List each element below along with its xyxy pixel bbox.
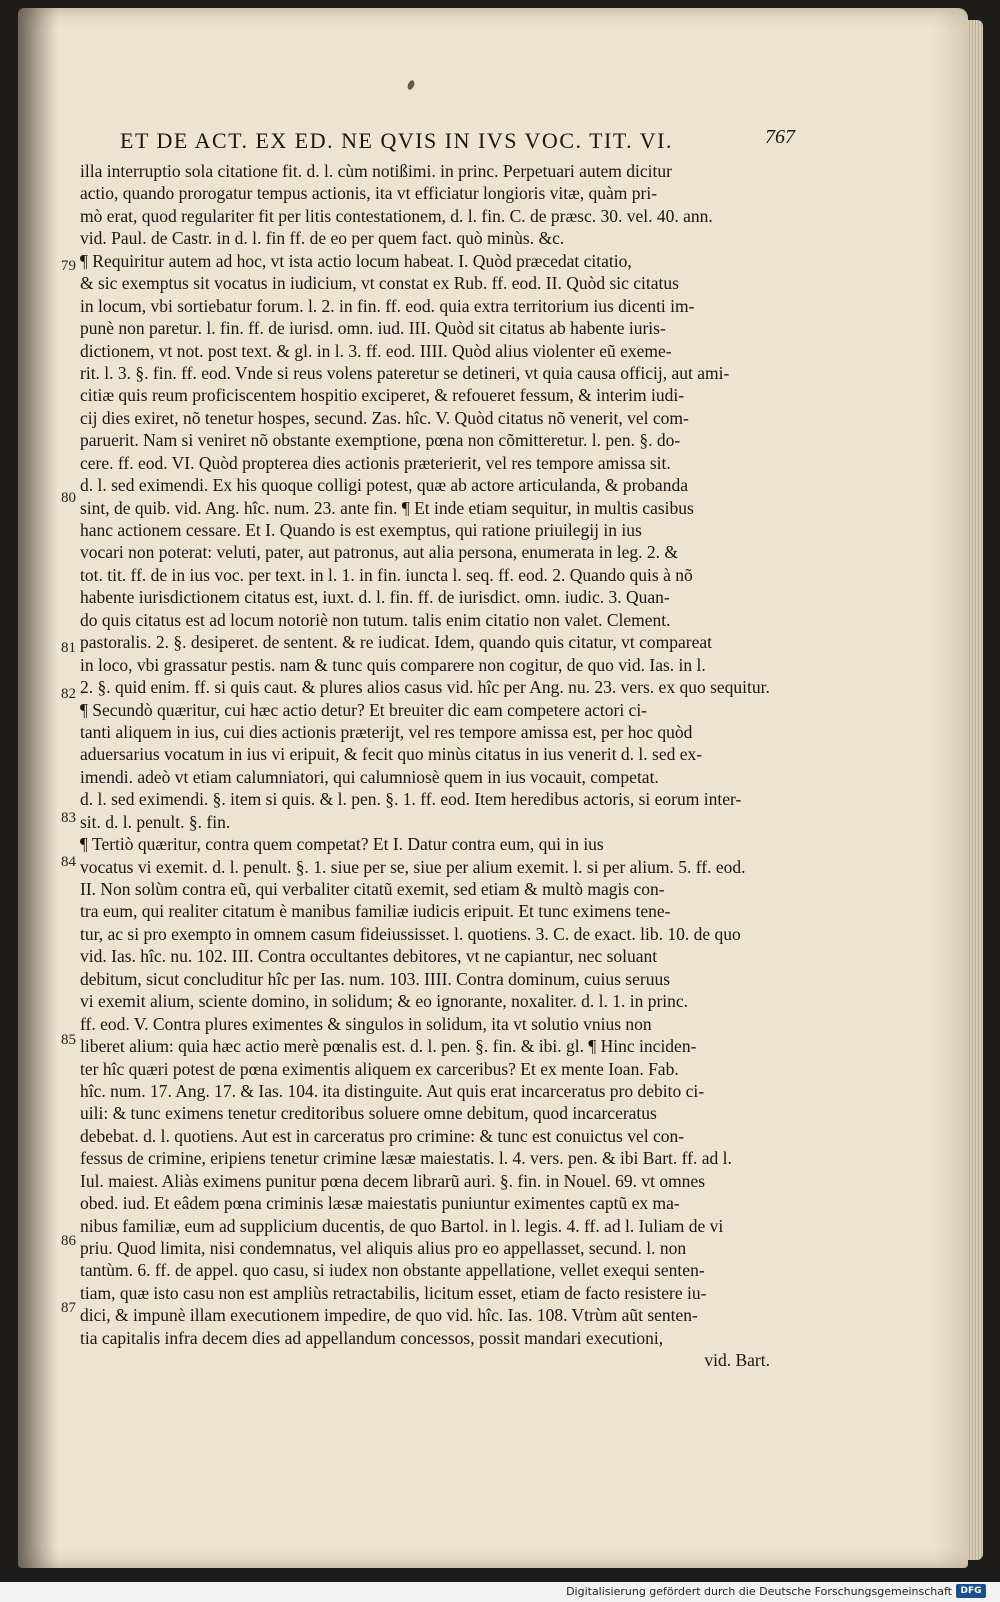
text-line: vocari non poterat: veluti, pater, aut patronus, aut alia persona, enumerata in leg. 2. & <box>80 542 678 563</box>
text-line: vid. Bart. <box>704 1350 770 1371</box>
margin-number: 80 <box>61 490 76 506</box>
text-line: tur, ac si pro exempto in omnem casum fideiussisset. l. quotiens. 3. C. de exact. lib. 10. de quo <box>80 923 741 944</box>
text-line: nibus familiæ, eum ad supplicium ducentis, de quo Bartol. in l. legis. 4. ff. ad l. Iuliam de vi <box>80 1215 724 1236</box>
text-line: rit. l. 3. §. fin. ff. eod. Vnde si reus volens pateretur se detineri, vt quia causa officij, aut ami- <box>80 362 730 383</box>
body-text <box>80 160 770 1372</box>
margin-number: 86 <box>61 1233 76 1249</box>
text-line: & sic exemptus sit vocatus in iudicium, vt constat ex Rub. ff. eod. II. Quòd sic citatus <box>80 273 679 294</box>
dfg-logo: DFG <box>956 1584 986 1598</box>
text-line: paruerit. Nam si veniret nõ obstante exemptione, pœna non cõmitteretur. l. pen. §. do- <box>80 430 681 451</box>
text-line: fessus de crimine, eripiens tenetur crimine læsæ maiestatis. l. 4. vers. pen. & ibi Bart. ff. ad l. <box>80 1148 732 1169</box>
text-line: hanc actionem cessare. Et I. Quando is est exemptus, qui ratione priuilegij in ius <box>80 520 642 540</box>
running-head: ET DE ACT. EX ED. NE QVIS IN IVS VOC. TIT. VI. <box>120 128 673 153</box>
binding-shadow <box>18 8 58 1568</box>
text-line: ¶ Tertiò quæritur, contra quem competat? Et I. Datur contra eum, qui in ius <box>80 834 604 855</box>
text-line: dictionem, vt not. post text. & gl. in l. 3. ff. eod. IIII. Quòd alius violenter eũ exeme- <box>80 340 672 361</box>
text-line: d. l. sed eximendi. Ex his quoque colligi potest, quæ ab actore articulanda, & probanda <box>80 475 688 496</box>
text-line: in loco, vbi grassatur pestis. nam & tunc quis comparere non cogitur, de quo vid. Ias. in l. <box>80 654 706 675</box>
text-line: in locum, vbi sortiebatur forum. l. 2. in fin. ff. eod. quia extra territorium ius dicenti im- <box>80 295 695 316</box>
footer-credit: Digitalisierung gefördert durch die Deutsche Forschungsgemeinschaft <box>566 1585 952 1598</box>
text-line: vid. Paul. de Castr. in d. l. fin ff. de eo per quem fact. quò minùs. &c. <box>80 228 565 249</box>
text-line: aduersarius vocatum in ius vi eripuit, & fecit quo minùs citatus in ius venerit d. l. sed ex- <box>80 744 703 765</box>
text-line: sint, de quib. vid. Ang. hîc. num. 23. ante fin. ¶ Et inde etiam sequitur, in multis casibus <box>80 497 694 518</box>
text-line: priu. Quod limita, nisi condemnatus, vel aliquis alius pro eo appellasset, secund. l. non <box>80 1238 687 1258</box>
text-line: vi exemit alium, sciente domino, in solidum; & eo ignorante, noxaliter. d. l. 1. in princ. <box>80 991 689 1012</box>
margin-number: 81 <box>61 640 76 656</box>
text-line: hîc. num. 17. Ang. 17. & Ias. 104. ita distinguite. Aut quis erat incarceratus pro debito ci- <box>80 1080 705 1101</box>
text-line: vocatus vi exemit. d. l. penult. §. 1. siue per se, siue per alium exemit. l. si per alium. 5. ff. eod. <box>80 856 746 877</box>
text-line: cij dies exiret, nõ tenetur hospes, secund. Zas. hîc. V. Quòd citatus nõ venerit, vel com- <box>80 407 689 428</box>
margin-number: 82 <box>61 686 76 702</box>
text-line: actio, quando prorogatur tempus actionis, ita vt efficiatur longioris vitæ, quàm pri- <box>80 183 658 204</box>
text-line: tantùm. 6. ff. de appel. quo casu, si iudex non obstante appellatione, vellet exequi senten- <box>80 1260 705 1281</box>
text-line: do quis citatus est ad locum notoriè non tutum. talis enim citatio non valet. Clement. <box>80 609 671 630</box>
text-line: vid. Ias. hîc. nu. 102. III. Contra occultantes debitores, vt ne capiantur, nec soluant <box>80 946 658 967</box>
text-line: ter hîc quæri potest de pœna eximentis aliquem ex carceribus? Et ex mente Ioan. Fab. <box>80 1058 679 1079</box>
text-line: tra eum, qui realiter citatum è manibus familiæ iudicis eripuit. Et tunc eximens tene- <box>80 901 671 922</box>
text-line: d. l. sed eximendi. §. item si quis. & l. pen. §. 1. ff. eod. Item heredibus actoris, si eorum inter- <box>80 789 742 810</box>
text-line: Iul. maiest. Aliàs eximens punitur pœna decem librarũ auri. §. fin. in Nouel. 69. vt omnes <box>80 1170 706 1191</box>
margin-number: 87 <box>61 1300 76 1316</box>
text-line: tanti aliquem in ius, cui dies actionis præterijt, vel res tempore amissa est, per hoc quòd <box>80 721 693 742</box>
text-line: illa interruptio sola citatione fit. d. l. cùm notißimi. in princ. Perpetuari autem dicitur <box>80 161 672 181</box>
text-line: citiæ quis reum proficiscentem hospitio exciperet, & refoueret fessum, & interim iudi- <box>80 385 685 406</box>
text-line: punè non paretur. l. fin. ff. de iurisd. omn. iud. III. Quòd sit citatus ab habente iuris- <box>80 318 666 339</box>
margin-number: 79 <box>61 258 76 274</box>
margin-number: 83 <box>61 810 76 826</box>
text-line: cere. ff. eod. VI. Quòd propterea dies actionis præterierit, vel res tempore amissa sit. <box>80 452 671 473</box>
folio-number: 767 <box>765 126 795 148</box>
text-line: obed. iud. Et eâdem pœna criminis læsæ maiestatis puniuntur eximentes captũ ex ma- <box>80 1193 680 1214</box>
text-line: tiam, quæ isto casu non est ampliùs retractabilis, licitum esset, etiam de facto resistere iu- <box>80 1282 707 1303</box>
text-line: uili: & tunc eximens tenetur creditoribus soluere omne debitum, quod incarceratus <box>80 1103 657 1124</box>
text-line: II. Non solùm contra eũ, qui verbaliter citatũ exemit, sed etiam & multò magis con- <box>80 879 665 899</box>
margin-number: 84 <box>61 854 76 870</box>
text-line: dici, & impunè illam executionem impedire, de quo vid. hîc. Ias. 108. Vtrùm aũt senten- <box>80 1305 698 1326</box>
text-line: 2. §. quid enim. ff. si quis caut. & plures alios casus vid. hîc per Ang. nu. 23. vers. ex quo sequitur. <box>80 677 770 698</box>
text-line: pastoralis. 2. §. desiperet. de sentent. & re iudicat. Idem, quando quis citatur, vt compareat <box>80 632 713 653</box>
margin-number: 85 <box>61 1032 76 1048</box>
text-line: ¶ Requiritur autem ad hoc, vt ista actio locum habeat. I. Quòd præcedat citatio, <box>80 250 632 271</box>
text-line: debebat. d. l. quotiens. Aut est in carceratus pro crimine: & tunc est conuictus vel con- <box>80 1125 685 1146</box>
text-line: ff. eod. V. Contra plures eximentes & singulos in solidum, ita vt solutio vnius non <box>80 1013 652 1034</box>
text-line: sit. d. l. penult. §. fin. <box>80 811 231 832</box>
text-line: mò erat, quod regulariter fit per litis contestationem, d. l. fin. C. de præsc. 30. vel. 40. ann. <box>80 205 713 226</box>
text-line: debitum, sicut concluditur hîc per Ias. num. 103. IIII. Contra dominum, cuius seruus <box>80 968 671 989</box>
text-line: tot. tit. ff. de in ius voc. per text. in l. 1. in fin. iuncta l. seq. ff. eod. 2. Quando quis à nõ <box>80 564 693 585</box>
text-line: imendi. adeò vt etiam calumniatori, qui calumniosè quem in ius vocauit, competat. <box>80 766 659 787</box>
text-line: liberet alium: quia hæc actio merè pœnalis est. d. l. pen. §. fin. & ibi. gl. ¶ Hinc inciden- <box>80 1036 697 1057</box>
text-line: habente iurisdictionem citatus est, iuxt. d. l. fin. ff. de iurisdict. omn. iudic. 3. Quan- <box>80 587 670 608</box>
text-line: tia capitalis infra decem dies ad appellandum concessos, possit mandari executioni, <box>80 1327 664 1348</box>
text-line: ¶ Secundò quæritur, cui hæc actio detur? Et breuiter dic eam competere actori ci- <box>80 699 648 720</box>
